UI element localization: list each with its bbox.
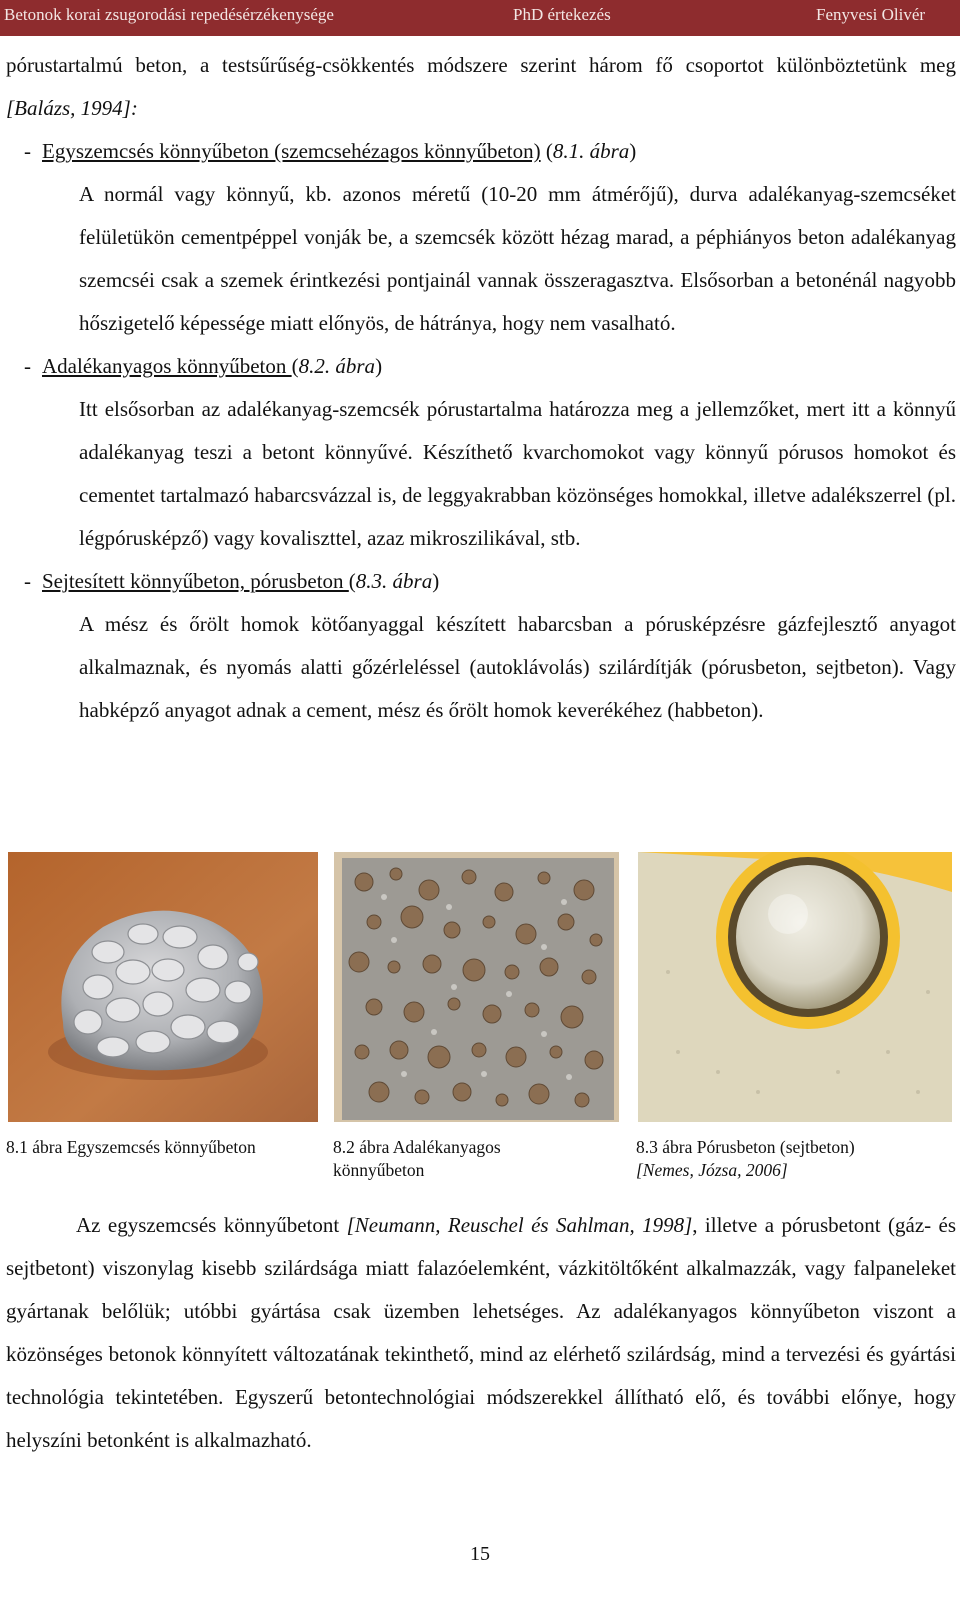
running-header — [0, 0, 960, 36]
photo-aerated-concrete — [638, 852, 952, 1122]
figure-ref: 8.1. ábra — [552, 139, 630, 163]
intro-citation: [Balázs, 1994]: — [6, 96, 138, 120]
closing-section — [6, 1204, 956, 1462]
list-item: - Sejtesített könnyűbeton, pórusbeton (8.3. ábra) A mész és őrölt homok kötőanyaggal készített habarcsban a pórusképzésre gázfejlesztő anyagot alkalmaznak, és nyomás alatti gőzérleléssel (autoklávolás) szilárdítják (pórusbeton, sejtbeton). Vagy habképző anyagot adnak a cement, mész és őrölt homok keverékéhez (habbeton). — [6, 560, 956, 732]
item-title: Sejtesített könnyűbeton, pórusbeton — [42, 569, 349, 593]
body-section — [6, 44, 956, 732]
list-dash: - — [24, 569, 31, 593]
caption-8-3 — [636, 1136, 946, 1182]
item-title: Adalékanyagos könnyűbeton — [42, 354, 292, 378]
caption-8-3-citation: [Nemes, Józsa, 2006] — [636, 1160, 788, 1180]
caption-8-1: 8.1 ábra Egyszemcsés könnyűbeton — [6, 1137, 256, 1157]
item-body: Itt elsősorban az adalékanyag-szemcsék pórustartalma határozza meg a jellemzőket, mert itt a könnyű adalékanyag teszi a betont könnyűvé. Készíthető kvarchomokot vagy könnyű pórusos homokot és cementet tartalmazó habarcsvázzal is, de leggyakrabban közönséges homokkal, illetve adalékszerrel (pl. légpórusképző) vagy kovaliszttel, azaz mikroszilikával, stb. — [79, 397, 956, 550]
figure-ref: 8.2. ábra — [298, 354, 376, 378]
page-number: 15 — [470, 1543, 490, 1565]
photo-lightweight-aggregate-concrete — [334, 852, 619, 1122]
intro-text: pórustartalmú beton, a testsűrűség-csökkentés módszere szerint három fő csoportot különböztetünk meg — [6, 53, 956, 77]
caption-8-3-text: 8.3 ábra Pórusbeton (sejtbeton) — [636, 1137, 855, 1157]
item-title: Egyszemcsés könnyűbeton (szemcsehézagos könnyűbeton) — [42, 139, 541, 163]
list-dash: - — [24, 354, 31, 378]
header-author: Fenyvesi Olivér — [816, 5, 926, 24]
figure-ref: 8.3. ábra — [355, 569, 433, 593]
list-item: - Egyszemcsés könnyűbeton (szemcsehézagos könnyűbeton) (8.1. ábra) A normál vagy könnyű, kb. azonos méretű (10-20 mm átmérőjű), durva adalékanyag-szemcséket felületükön cementpéppel vonják be, a szemcsék között hézag marad, a péphiányos beton adalékanyag szemcséi csak a szemek érintkezési pontjainál vannak összeragasztva. Elsősorban a betonénál nagyobb hőszigetelő képessége miatt előnyös, de hátránya, hogy nem vasalható. — [6, 130, 956, 345]
closing-paragraph: Az egyszemcsés könnyűbetont [Neumann, Reuschel és Sahlman, 1998], illetve a pórusbetont (gáz- és sejtbetont) viszonylag kisebb szilárdsága miatt falazóelemként, vázkitöltőként alkalmazzák, vagy falpaneleket gyártanak belőlük; utóbbi gyártása csak üzemben lehetséges. Az adalékanyagos könnyűbeton viszont a közönséges betonok könnyített változatának tekinthető, mind az elérhető szilárdság, mind a tervezési és gyártási technológia tekintetében. Egyszerű betontechnológiai módszerekkel állítható elő, és további előnye, hogy helyszíni betonként is alkalmazható. — [6, 1213, 957, 1452]
item-body: A normál vagy könnyű, kb. azonos méretű (10-20 mm átmérőjű), durva adalékanyag-szemcséket felületükön cementpéppel vonják be, a szemcsék között hézag marad, a péphiányos beton adalékanyag szemcséi csak a szemek érintkezési pontjainál vannak összeragasztva. Elsősorban a betonénál nagyobb hőszigetelő képessége miatt előnyös, de hátránya, hogy nem vasalható. — [79, 182, 956, 335]
intro-paragraph — [6, 44, 956, 130]
list-dash: - — [24, 139, 31, 163]
caption-8-2: 8.2 ábra Adalékanyagos könnyűbeton — [333, 1137, 501, 1180]
header-title: Betonok korai zsugorodási repedésérzékenysége — [4, 5, 334, 24]
header-doc-type: PhD értekezés — [513, 5, 611, 24]
closing-citation: [Neumann, Reuschel és Sahlman, 1998] — [346, 1213, 693, 1237]
list-item: - Adalékanyagos könnyűbeton (8.2. ábra) Itt elsősorban az adalékanyag-szemcsék pórustartalma határozza meg a jellemzőket, mert itt a könnyű adalékanyag teszi a betont könnyűvé. Készíthető kvarchomokot vagy könnyű pórusos homokot és cementet tartalmazó habarcsvázzal is, de leggyakrabban közönséges homokkal, illetve adalékszerrel (pl. légpórusképző) vagy kovaliszttel, azaz mikroszilikával, stb. — [6, 345, 956, 560]
item-body: A mész és őrölt homok kötőanyaggal készített habarcsban a pórusképzésre gázfejlesztő anyagot alkalmaznak, és nyomás alatti gőzérleléssel (autoklávolás) szilárdítják (pórusbeton, sejtbeton). Vagy habképző anyagot adnak a cement, mész és őrölt homok keverékéhez (habbeton). — [79, 612, 956, 722]
figure-row — [6, 852, 956, 1124]
photo-single-sized-concrete — [8, 852, 318, 1122]
